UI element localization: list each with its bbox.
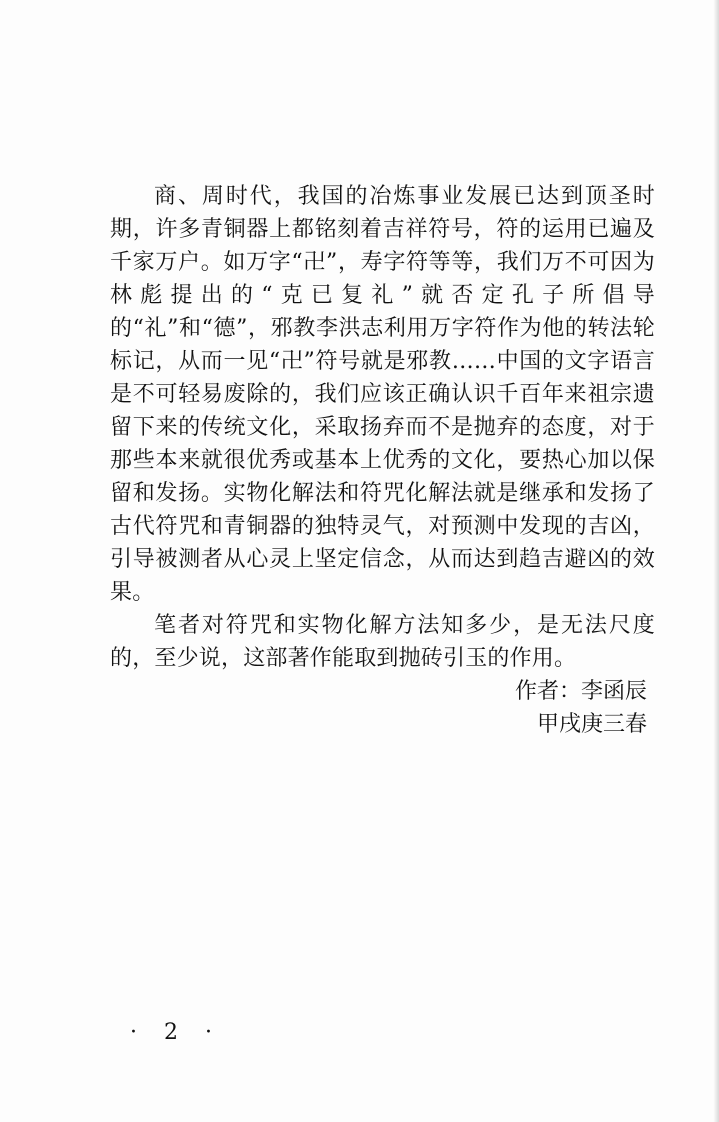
page-number: · 2 ·: [130, 1020, 222, 1045]
date-signature: 甲戌庚三春: [536, 712, 647, 737]
paragraph-1: 商、周时代，我国的冶炼事业发展已达到顶圣时期，许多青铜器上都铭刻着吉祥符号，符的运用已遍及千家万户。如万字“卍”，寿字符等等，我们万不可因为林彪提出的“克已复礼”就否定孔子所倡导的“礼”和“德”，邪教李洪志利用万字符作为他的转法轮标记，从而一见“卍”符号就是邪教……中国的文字语言是不可轻易废除的，我们应该正确认识千百年来祖宗遗留下来的传统文化，采取扬弃而不是抛弃的态度，对于那些本来就很优秀或基本上优秀的文化，要热心加以保留和发扬。实物化解法和符咒化解法就是继承和发扬了古代符咒和青铜器的独特灵气，对预测中发现的吉凶，引导被测者从心灵上坚定信念，从而达到趋吉避凶的效果。: [110, 184, 655, 605]
author-signature: 作者：李函辰: [514, 679, 647, 704]
paragraph-2: 笔者对符咒和实物化解方法知多少，是无法尺度的，至少说，这部著作能取到抛砖引玉的作用。: [110, 613, 655, 671]
preface-text: [110, 180, 655, 741]
page-edge-shadow: [713, 0, 719, 1122]
